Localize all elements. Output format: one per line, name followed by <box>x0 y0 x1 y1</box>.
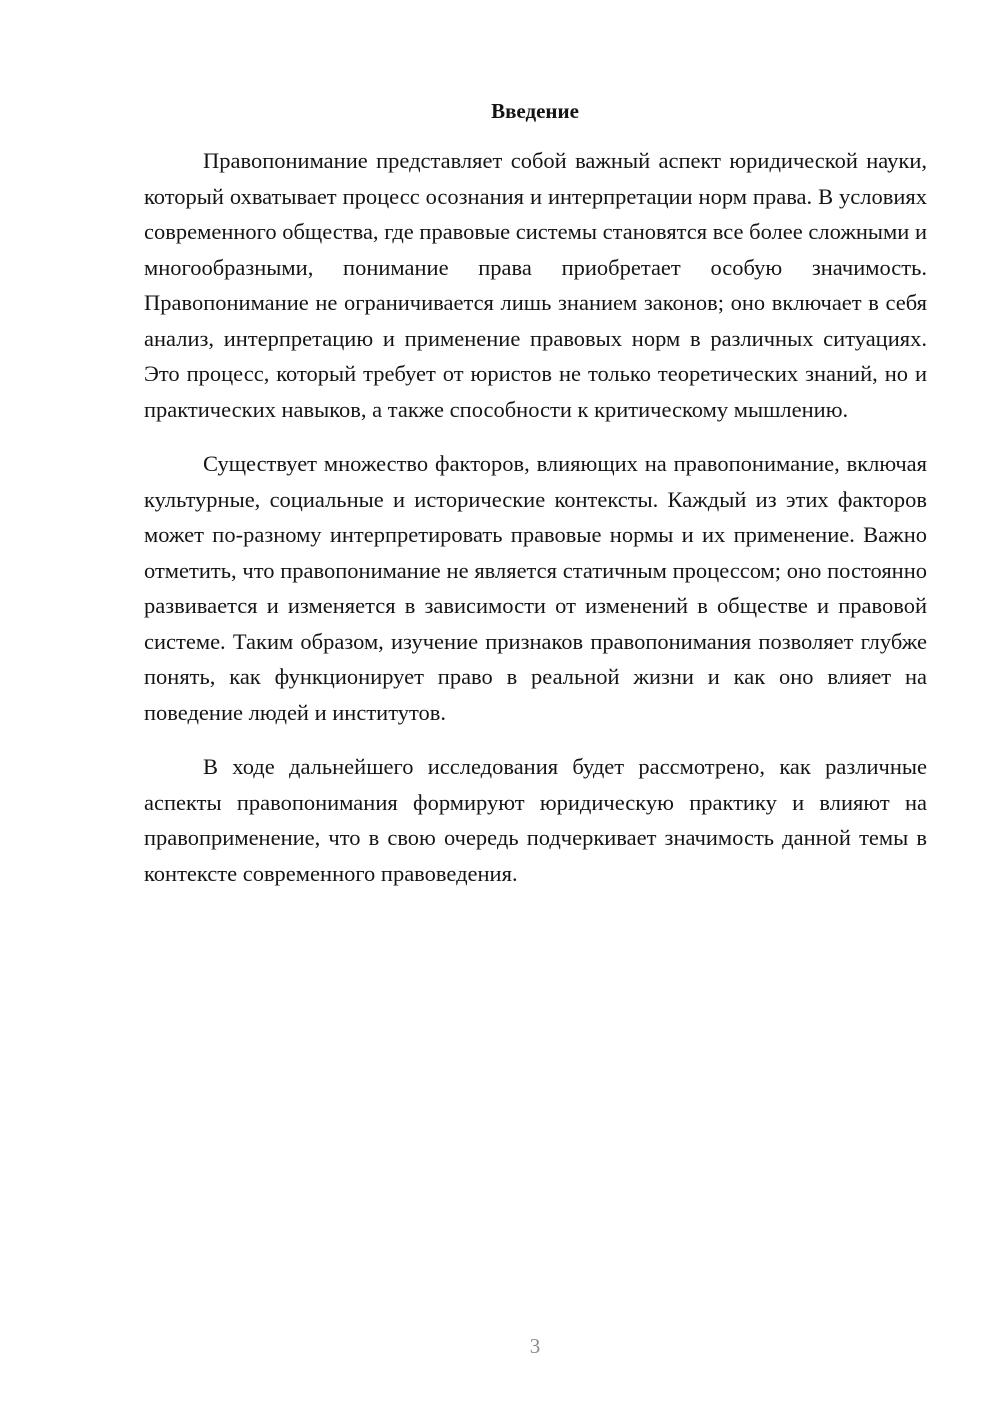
paragraph-1: Правопонимание представляет собой важный аспект юридической науки, который охватывает процесс осознания и интерпретации норм права. В условиях современного общества, где правовые системы становятся все более сложными и многообразными, понимание права приобретает особую значимость. Правопонимание не ограничивается лишь знанием законов; оно включает в себя анализ, интерпретацию и применение правовых норм в различных ситуациях. Это процесс, который требует от юристов не только теоретических знаний, но и практических навыков, а также способности к критическому мышлению. <box>144 148 927 422</box>
paragraph-2: Существует множество факторов, влияющих на правопонимание, включая культурные, социальные и исторические контексты. Каждый из этих факторов может по-разному интерпретировать правовые нормы и их применение. Важно отметить, что правопонимание не является статичным процессом; оно постоянно развивается и изменяется в зависимости от изменений в обществе и правовой системе. Таким образом, изучение признаков правопонимания позволяет глубже понять, как функционирует право в реальной жизни и как оно влияет на поведение людей и институтов. <box>144 451 927 725</box>
body-text <box>144 143 927 910</box>
paragraph-3: В ходе дальнейшего исследования будет рассмотрено, как различные аспекты правопонимания формируют юридическую практику и влияют на правоприменение, что в свою очередь подчеркивает значимость данной темы в контексте современного правоведения. <box>144 754 927 886</box>
page-number: 3 <box>529 1334 541 1358</box>
section-title: Введение <box>491 99 579 123</box>
